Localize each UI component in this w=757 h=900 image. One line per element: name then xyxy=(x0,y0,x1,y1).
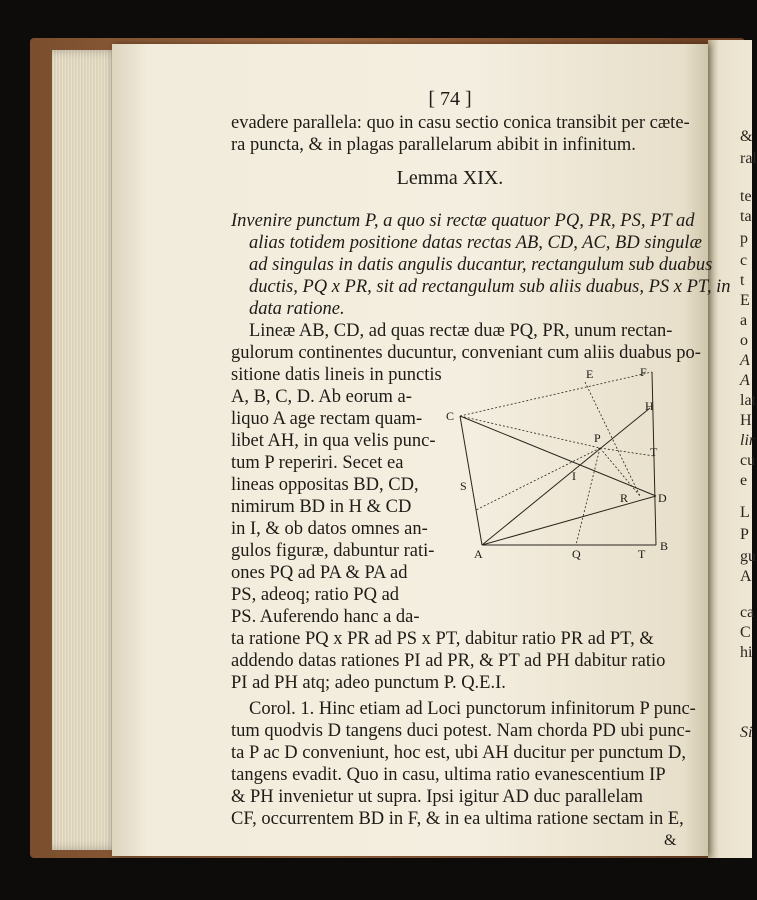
text-line: gulorum continentes ducuntur, conveniant cum aliis duabus po- xyxy=(231,343,701,363)
label-E: E xyxy=(586,367,594,381)
geometric-figure xyxy=(440,360,680,560)
facing-page-fragment: ta xyxy=(740,208,752,225)
label-I: I xyxy=(572,469,576,483)
corollary-line: tangens evadit. Quo in casu, ultima ratio evanescentium IP xyxy=(231,765,666,785)
line-CF xyxy=(460,372,652,416)
label-T: T xyxy=(650,445,658,459)
text-line: sitione datis lineis in punctis xyxy=(231,365,442,385)
corollary-line: ta P ac D conveniunt, hoc est, ubi AH ducitur per punctum D, xyxy=(231,743,687,763)
facing-page-fragment: cu xyxy=(740,452,756,469)
label-P: P xyxy=(594,431,601,445)
corollary-line: tum quodvis D tangens duci potest. Nam chorda PD ubi punc- xyxy=(231,721,691,741)
facing-page-fragment: H xyxy=(740,412,752,429)
lemma-heading: Lemma XIX. xyxy=(396,167,504,189)
label-S: S xyxy=(460,479,467,493)
label-D: D xyxy=(658,491,667,505)
dotted-line xyxy=(460,416,600,448)
label-C: C xyxy=(446,409,455,423)
line-AH xyxy=(482,408,650,545)
facing-page-fragment: E xyxy=(740,292,750,309)
problem-line: data ratione. xyxy=(249,299,345,319)
text-line: nimirum BD in H & CD xyxy=(231,497,412,517)
text-line: A, B, C, D. Ab eorum a- xyxy=(231,387,412,407)
facing-page-fragment: te xyxy=(740,188,752,205)
facing-page-fragment: Si xyxy=(740,724,753,741)
label-R: R xyxy=(620,491,629,505)
facing-page-fragment: e xyxy=(740,472,748,489)
dotted-line xyxy=(476,448,600,510)
text-line: liquo A age rectam quam- xyxy=(231,409,423,429)
problem-line: ductis, PQ x PR, sit ad rectangulum sub aliis duabus, PS x PT, in xyxy=(249,277,731,297)
text-line: libet AH, in qua velis punc- xyxy=(231,431,436,451)
text-line: ones PQ ad PA & PA ad xyxy=(231,563,408,583)
text-line: PS, adeoq; ratio PQ ad xyxy=(231,585,400,605)
corollary-line: CF, occurrentem BD in F, & in ea ultima ratione sectam in E, xyxy=(231,809,684,829)
facing-page-fragment: ca xyxy=(740,604,755,621)
text-line: ra puncta, & in plagas parallelarum abibit in infinitum. xyxy=(231,135,636,155)
label-A: A xyxy=(474,547,483,561)
text-line: PI ad PH atq; adeo punctum P. Q.E.I. xyxy=(231,673,506,693)
line-AD xyxy=(482,496,656,545)
facing-page-fragment: A xyxy=(740,372,750,389)
label-T-lower: T xyxy=(638,547,646,561)
text-line: gulos figuræ, dabuntur rati- xyxy=(231,541,435,561)
label-Q: Q xyxy=(572,547,581,561)
facing-page-fragment: ral xyxy=(740,150,757,167)
text-line: evadere parallela: quo in casu sectio conica transibit per cæte- xyxy=(231,113,690,133)
facing-page-fragment: A xyxy=(740,568,752,585)
facing-page-fragment: hi xyxy=(740,644,753,661)
text-line: in I, & ob datos omnes an- xyxy=(231,519,428,539)
problem-line: ad singulas in datis angulis ducantur, rectangulum sub duabus xyxy=(249,255,713,275)
facing-page-fragment: P xyxy=(740,526,749,543)
facing-page-fragment: c xyxy=(740,252,748,269)
facing-page-fragment: lir xyxy=(740,432,756,449)
facing-page-fragment: o xyxy=(740,332,748,349)
facing-page-fragment: a xyxy=(740,312,748,329)
catchword: & xyxy=(664,832,677,849)
facing-page-fragment: t xyxy=(740,272,745,289)
facing-page-fragment: A xyxy=(740,352,750,369)
facing-page-fragment: L xyxy=(740,504,750,521)
problem-line: Invenire punctum P, a quo si rectæ quatuor PQ, PR, PS, PT ad xyxy=(231,211,695,231)
text-line: Lineæ AB, CD, ad quas rectæ duæ PQ, PR, unum rectan- xyxy=(249,321,673,341)
label-B: B xyxy=(660,539,669,553)
facing-page-fragment: gu xyxy=(740,548,756,565)
corollary-line: Corol. 1. Hinc etiam ad Loci punctorum infinitorum P punc- xyxy=(249,699,696,719)
facing-page-fragment: lat xyxy=(740,392,756,409)
facing-page-fragment: & xyxy=(740,128,753,145)
facing-page-fragment: C xyxy=(740,624,751,641)
page-number: [ 74 ] xyxy=(428,88,472,110)
text-line: ta ratione PQ x PR ad PS x PT, dabitur ratio PR ad PT, & xyxy=(231,629,654,649)
facing-page-fragment: p xyxy=(740,230,748,247)
text-line: addendo datas rationes PI ad PR, & PT ad PH dabitur ratio xyxy=(231,651,666,671)
line-CD xyxy=(460,416,656,496)
problem-line: alias totidem positione datas rectas AB, CD, AC, BD singulæ xyxy=(249,233,702,253)
text-line: PS. Auferendo hanc a da- xyxy=(231,607,420,627)
text-line: lineas oppositas BD, CD, xyxy=(231,475,419,495)
page-edges xyxy=(52,50,120,850)
corollary-line: & PH invenietur ut supra. Ipsi igitur AD duc parallelam xyxy=(231,787,644,807)
dotted-line xyxy=(600,448,654,456)
label-F: F xyxy=(640,365,647,379)
dotted-line xyxy=(576,448,600,545)
text-line: tum P reperiri. Secet ea xyxy=(231,453,404,473)
label-H: H xyxy=(645,399,654,413)
